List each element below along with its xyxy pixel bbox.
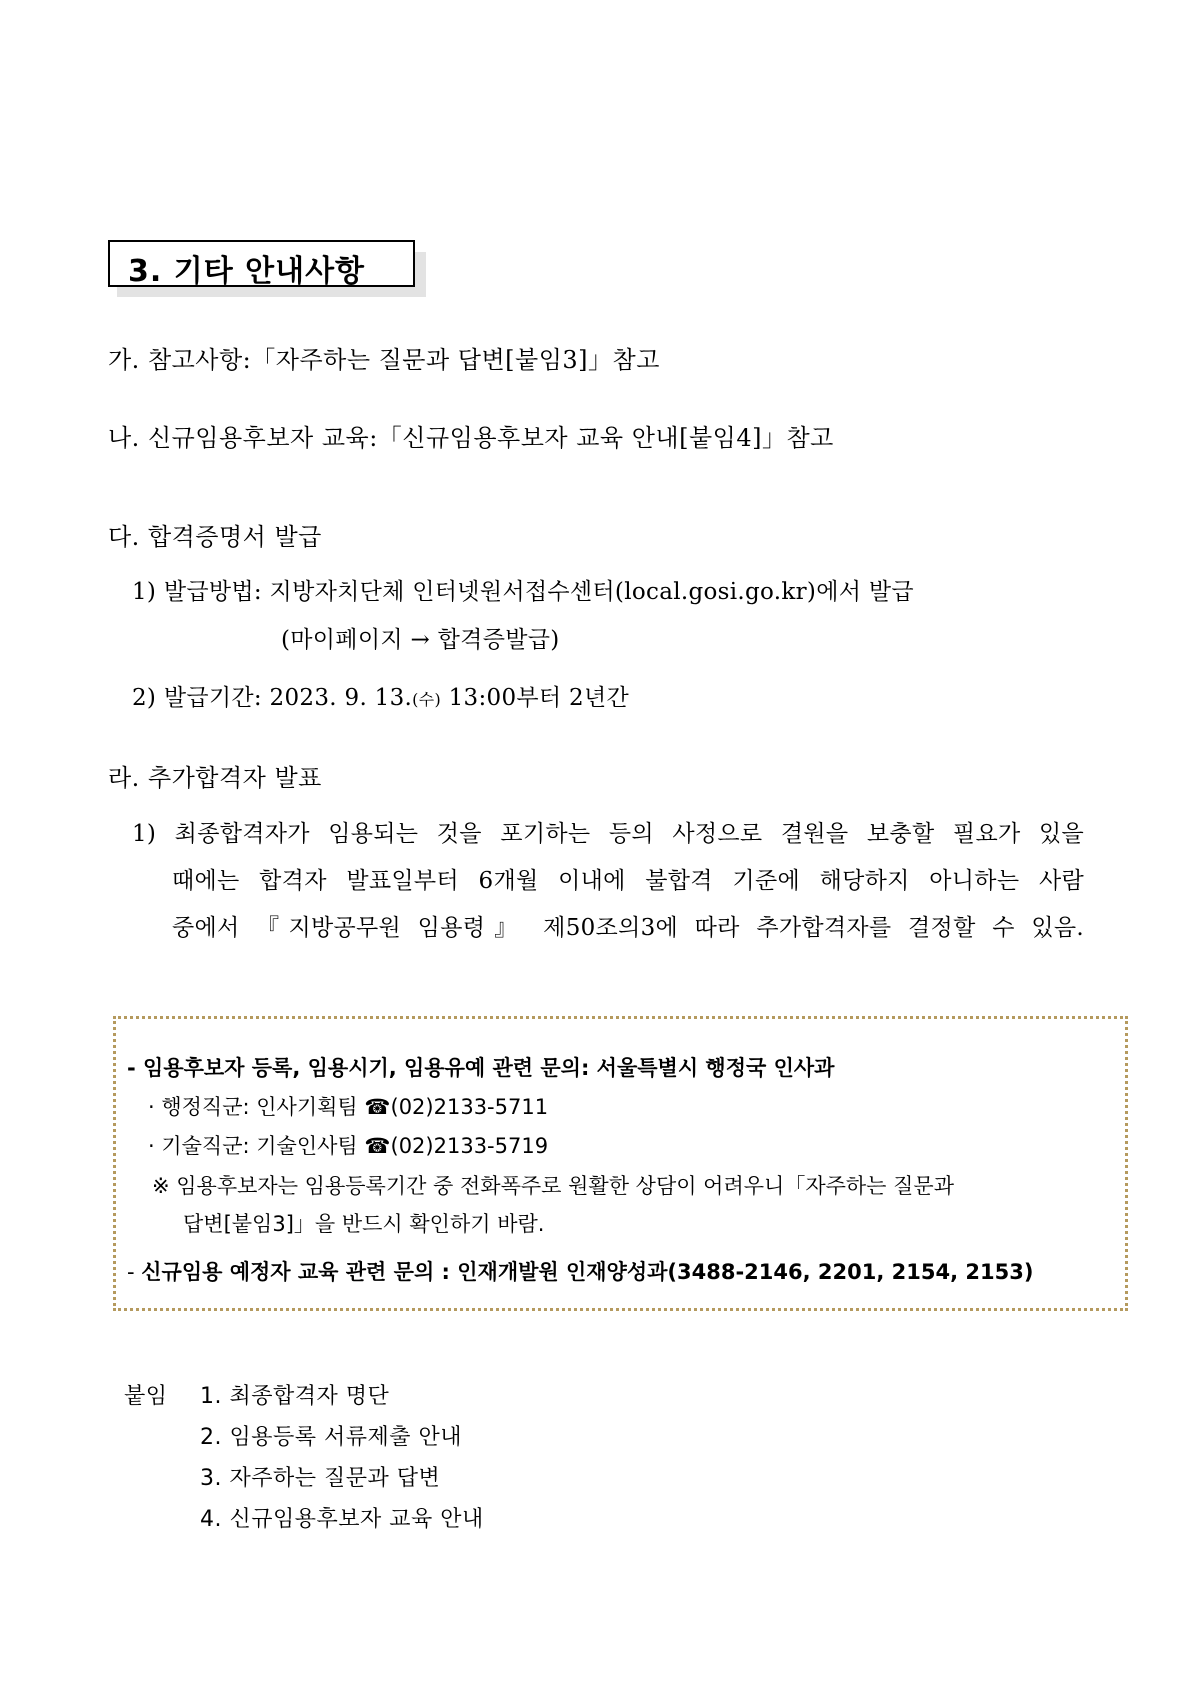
additional-line1: 1) 최종합격자가 임용되는 것을 포기하는 등의 사정으로 결원을 보충할 필요가 있을 — [132, 821, 1084, 847]
section-heading-box — [108, 240, 415, 287]
contact-line-admin: · 행정직군: 인사기획팀 ☎(02)2133-5711 — [148, 1095, 549, 1119]
certificate-period — [132, 679, 629, 712]
certificate-period-day: (수) — [412, 690, 441, 709]
attachment-item: 4. 신규임용후보자 교육 안내 — [200, 1507, 484, 1532]
certificate-method-line2: (마이페이지 → 합격증발급) — [281, 627, 560, 653]
contact-line-education-dash: - — [127, 1260, 142, 1284]
contact-line-registration: - 임용후보자 등록, 임용시기, 임용유예 관련 문의: 서울특별시 행정국 인사과 — [127, 1056, 835, 1080]
attachments-label: 붙임 — [124, 1384, 168, 1409]
item-da-certificate: 다. 합격증명서 발급 — [108, 523, 322, 551]
item-na-education: 나. 신규임용후보자 교육:「신규임용후보자 교육 안내[붙임4]」참고 — [108, 424, 834, 452]
item-ga-reference: 가. 참고사항:「자주하는 질문과 답변[붙임3]」참고 — [108, 346, 660, 374]
certificate-period-time: 13:00부터 2년간 — [440, 685, 629, 711]
attachment-item: 1. 최종합격자 명단 — [200, 1384, 390, 1409]
contact-line-education — [127, 1256, 1033, 1286]
certificate-period-date: 2) 발급기간: 2023. 9. 13. — [132, 685, 413, 711]
contact-line-notice-cont: 답변[붙임3]」을 반드시 확인하기 바람. — [183, 1212, 545, 1236]
contact-line-tech: · 기술직군: 기술인사팀 ☎(02)2133-5719 — [148, 1134, 549, 1158]
additional-line2: 때에는 합격자 발표일부터 6개월 이내에 불합격 기준에 해당하지 아니하는 사람 — [172, 868, 1084, 894]
additional-line3: 중에서 『지방공무원 임용령』 제50조의3에 따라 추가합격자를 결정할 수 있음. — [172, 915, 1084, 941]
item-ra-additional: 라. 추가합격자 발표 — [108, 764, 322, 792]
contact-line-notice: ※ 임용후보자는 임용등록기간 중 전화폭주로 원활한 상담이 어려우니「자주하는 질문과 — [152, 1174, 955, 1198]
attachment-item: 3. 자주하는 질문과 답변 — [200, 1466, 441, 1491]
section-title: 3. 기타 안내사항 — [128, 254, 366, 289]
contact-line-education-body: 신규임용 예정자 교육 관련 문의 : 인재개발원 인재양성과(3488-2146, 2201, 2154, 2153) — [141, 1260, 1034, 1284]
attachment-item: 2. 임용등록 서류제출 안내 — [200, 1425, 462, 1450]
certificate-method-line1: 1) 발급방법: 지방자치단체 인터넷원서접수센터(local.gosi.go.kr)에서 발급 — [132, 579, 914, 605]
